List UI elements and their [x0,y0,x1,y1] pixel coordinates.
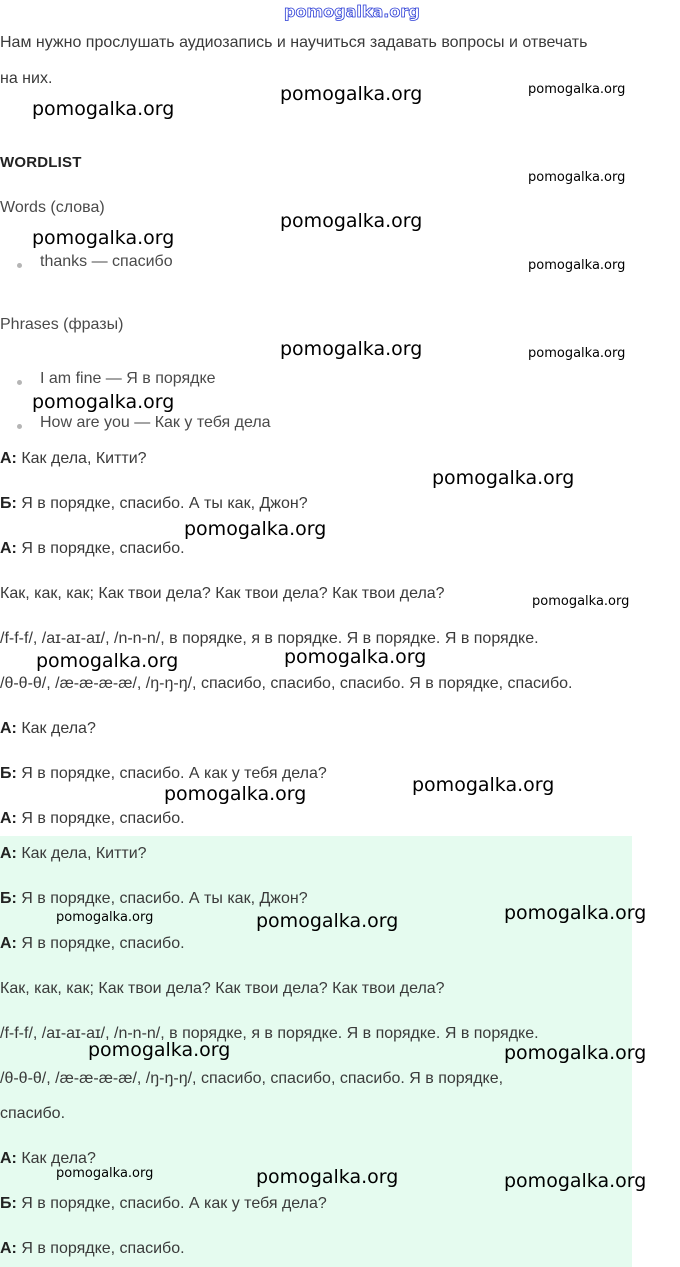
answer-dialog-line: Б: Я в порядке, спасибо. А ты как, Джон? [0,890,308,907]
top-watermark: pomogalka.org [284,2,420,21]
phrase-item: I am fine — Я в порядке [40,370,216,387]
watermark: pomogalka.org [284,646,427,668]
phrase-item: How are you — Как у тебя дела [40,414,271,431]
answer-dialog-line: А: Как дела, Китти? [0,845,147,862]
watermark: pomogalka.org [280,338,423,360]
watermark: pomogalka.org [528,258,626,273]
watermark: pomogalka.org [56,910,154,925]
watermark: pomogalka.org [412,774,555,796]
watermark: pomogalka.org [528,170,626,185]
phrases-heading: Phrases (фразы) [0,316,124,333]
chant-line: Как, как, как; Как твои дела? Как твои дела? Как твои дела? [0,585,445,602]
answer-dialog-line: А: Я в порядке, спасибо. [0,935,185,952]
watermark: pomogalka.org [88,1039,231,1061]
watermark: pomogalka.org [280,83,423,105]
dialog-line: А: Как дела, Китти? [0,450,147,467]
list-bullet [17,380,22,385]
watermark: pomogalka.org [32,227,175,249]
intro-line-1: Нам нужно прослушать аудиозапись и научиться задавать вопросы и отвечать [0,34,588,51]
watermark: pomogalka.org [256,910,399,932]
watermark: pomogalka.org [56,1166,154,1181]
answer-chant-line: /f-f-f/, /aɪ-aɪ-aɪ/, /n-n-n/, в порядке, я в порядке. Я в порядке. Я в порядке. [0,1025,539,1042]
answer-chant-line: /θ-θ-θ/, /æ-æ-æ-æ/, /ŋ-ŋ-ŋ/, спасибо, спасибо, спасибо. Я в порядке, [0,1070,504,1087]
watermark: pomogalka.org [528,82,626,97]
chant-line: /θ-θ-θ/, /æ-æ-æ-æ/, /ŋ-ŋ-ŋ/, спасибо, спасибо, спасибо. Я в порядке, спасибо. [0,675,573,692]
watermark: pomogalka.org [36,650,179,672]
answer-chant-line: Как, как, как; Как твои дела? Как твои дела? Как твои дела? [0,980,445,997]
word-item: thanks — спасибо [40,253,173,270]
list-bullet [17,424,22,429]
watermark: pomogalka.org [532,594,630,609]
watermark: pomogalka.org [32,98,175,120]
words-heading: Words (слова) [0,199,105,216]
watermark: pomogalka.org [504,1170,647,1192]
dialog-line: А: Я в порядке, спасибо. [0,540,185,557]
intro-line-2: на них. [0,70,53,87]
watermark: pomogalka.org [164,783,307,805]
answer-chant-line: спасибо. [0,1105,66,1122]
watermark: pomogalka.org [504,902,647,924]
answer-dialog-line: А: Как дела? [0,1150,96,1167]
answer-dialog-line: А: Я в порядке, спасибо. [0,1240,185,1257]
answer-dialog-line: Б: Я в порядке, спасибо. А как у тебя дела? [0,1195,327,1212]
wordlist-heading: WORDLIST [0,154,82,171]
watermark: pomogalka.org [528,346,626,361]
watermark: pomogalka.org [504,1042,647,1064]
watermark: pomogalka.org [432,467,575,489]
watermark: pomogalka.org [256,1166,399,1188]
chant-line: /f-f-f/, /aɪ-aɪ-aɪ/, /n-n-n/, в порядке, я в порядке. Я в порядке. Я в порядке. [0,630,539,647]
list-bullet [17,263,22,268]
watermark: pomogalka.org [184,518,327,540]
watermark: pomogalka.org [32,391,175,413]
watermark: pomogalka.org [280,210,423,232]
dialog-line: А: Я в порядке, спасибо. [0,810,185,827]
dialog-line: Б: Я в порядке, спасибо. А как у тебя дела? [0,765,327,782]
dialog-line: Б: Я в порядке, спасибо. А ты как, Джон? [0,495,308,512]
dialog-line: А: Как дела? [0,720,96,737]
